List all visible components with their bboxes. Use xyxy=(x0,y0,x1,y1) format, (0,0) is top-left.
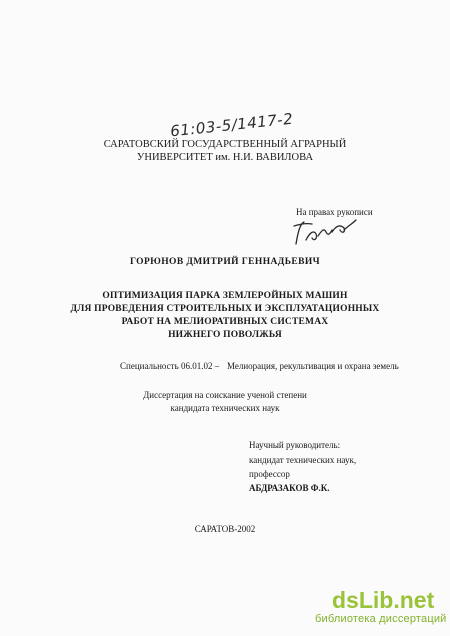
university-name-line2: УНИВЕРСИТЕТ им. Н.И. ВАВИЛОВА xyxy=(136,152,314,163)
watermark-logo-ds: ds xyxy=(332,587,359,613)
title-line-1: ОПТИМИЗАЦИЯ ПАРКА ЗЕМЛЕРОЙНЫХ МАШИН xyxy=(102,291,348,301)
watermark-logo-lib: Lib xyxy=(358,587,394,613)
signature-scribble xyxy=(290,214,360,250)
supervisor-role: Научный руководитель: xyxy=(249,440,341,450)
watermark-logo xyxy=(332,587,434,614)
manuscript-note: На правах рукописи xyxy=(296,207,373,217)
title-line-4: НИЖНЕГО ПОВОЛЖЬЯ xyxy=(168,330,282,340)
archive-stamp: 61:03-5/1417-2 xyxy=(169,109,294,141)
title-line-2: ДЛЯ ПРОВЕДЕНИЯ СТРОИТЕЛЬНЫХ И ЭКСПЛУАТАЦИОННЫХ xyxy=(70,304,380,314)
supervisor-title: профессор xyxy=(249,469,290,479)
degree-line-1: Диссертация на соискание ученой степени xyxy=(143,390,307,400)
city-year: САРАТОВ-2002 xyxy=(194,524,256,534)
title-line-3: РАБОТ НА МЕЛИОРАТИВНЫХ СИСТЕМАХ xyxy=(121,317,329,327)
university-name-line1: САРАТОВСКИЙ ГОСУДАРСТВЕННЫЙ АГРАРНЫЙ xyxy=(103,139,347,150)
specialty-name: Мелиорация, рекультивация и охрана земель xyxy=(227,361,399,371)
watermark-logo-net: .net xyxy=(393,587,435,613)
supervisor-degree: кандидат технических наук, xyxy=(249,455,357,465)
specialty-code: Специальность 06.01.02 – xyxy=(120,361,220,371)
degree-line-2: кандидата технических наук xyxy=(170,403,280,413)
supervisor-name: АБДРАЗАКОВ Ф.К. xyxy=(249,483,330,493)
author-name: ГОРЮНОВ ДМИТРИЙ ГЕННАДЬЕВИЧ xyxy=(129,257,321,267)
author-signature xyxy=(290,214,360,255)
watermark-subtitle: библиотека диссертаций xyxy=(315,613,447,625)
